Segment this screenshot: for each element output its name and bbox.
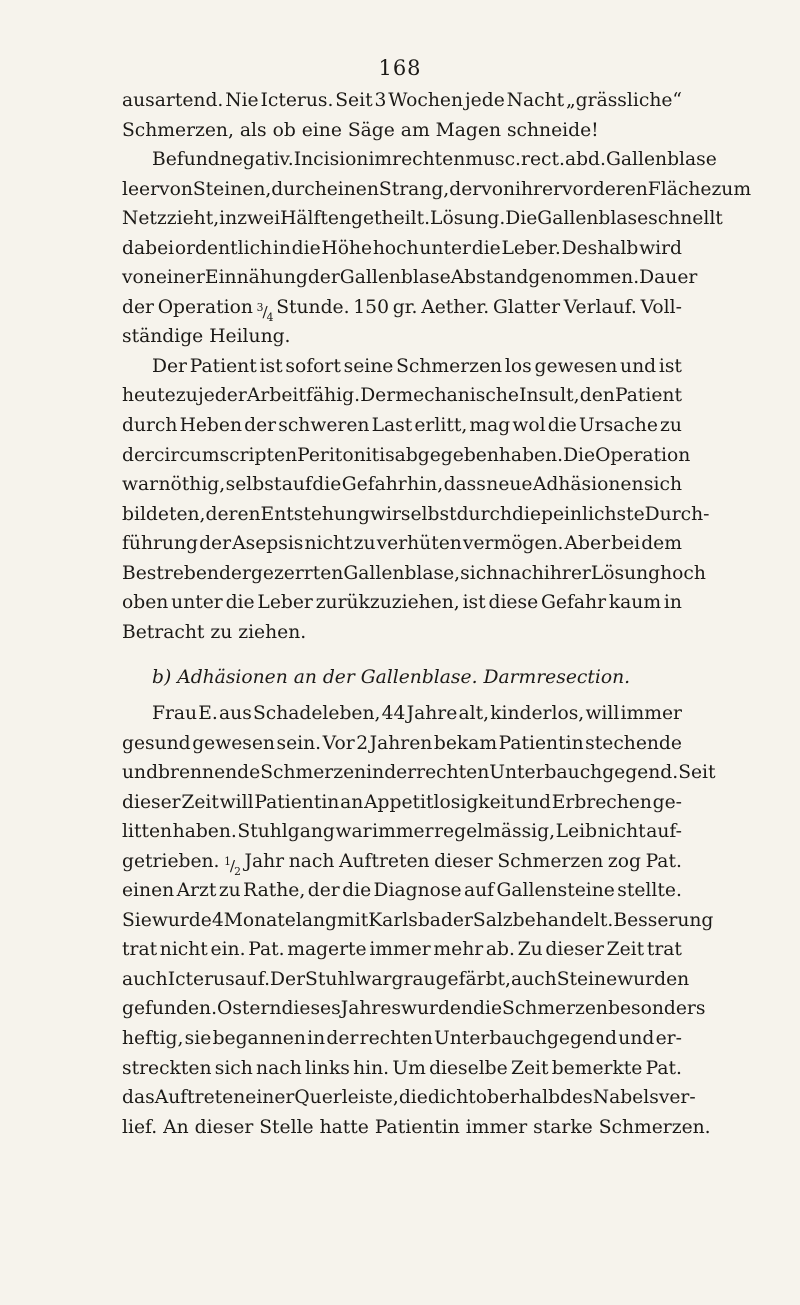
text-line: von einer Einnähung der Gallenblase Abstand genommen. Dauer <box>122 267 698 289</box>
text-line: trat nicht ein. Pat. magerte immer mehr ab. Zu dieser Zeit trat <box>122 939 682 961</box>
text-line: getrieben. $^1/_2$ Jahr nach Auftreten dieser Schmerzen zog Pat. <box>122 847 682 877</box>
paragraph-2 <box>122 145 752 352</box>
text-line: lief. An dieser Stelle hatte Patientin immer starke Schmerzen. <box>122 1116 711 1138</box>
text-line: einen Arzt zu Rathe, der die Diagnose auf Gallensteine stellte. <box>122 880 682 902</box>
text-line: Frau E. aus Schadeleben, 44 Jahre alt, kinderlos, will immer <box>152 703 682 724</box>
text-line: führung der Asepsis nicht zu verhüten vermögen. Aber bei dem <box>122 533 682 555</box>
text-line: leer von Steinen, durch einen Strang, der von ihrer vorderen Fläche zum <box>122 178 752 200</box>
text-line: heftig, sie begannen in der rechten Unterbauchgegend und er- <box>122 1028 682 1050</box>
text-line: ausartend. Nie Icterus. Seit 3 Wochen jede Nacht „grässliche“ <box>122 90 682 111</box>
text-line: Der Patient ist sofort seine Schmerzen los gewesen und ist <box>152 355 682 377</box>
text-line: dabei ordentlich in die Höhe hoch unter die Leber. Deshalb wird <box>122 237 682 259</box>
text-line: und brennende Schmerzen in der rechten Unterbauchgegend. Seit <box>122 762 716 784</box>
text-line: durch Heben der schweren Last erlitt, mag wol die Ursache zu <box>122 415 682 437</box>
fraction: $^1/_2$ <box>224 854 240 878</box>
text-line: Befund negativ. Incision im rechten musc. rect. abd. Gallenblase <box>152 149 717 171</box>
text-line: Netz zieht, in zwei Hälften getheilt. Lösung. Die Gallenblase schnellt <box>122 208 723 230</box>
text-line: ständige Heilung. <box>122 326 291 348</box>
text-line: bildeten, deren Entstehung wir selbst durch die peinlichste Durch- <box>122 503 710 525</box>
paragraph-4 <box>122 699 716 1142</box>
text-line: das Auftreten einer Querleiste, die dicht oberhalb des Nabels ver- <box>122 1087 696 1109</box>
text-line: litten haben. Stuhlgang war immer regelmässig, Leib nicht auf- <box>122 821 682 843</box>
text-line: gesund gewesen sein. Vor 2 Jahren bekam Patientin stechende <box>122 732 682 754</box>
page-number: 168 <box>378 56 422 80</box>
fraction: $^3/_4$ <box>256 300 273 324</box>
text-block-lower <box>122 699 716 1142</box>
text-block-upper <box>122 86 752 647</box>
text-line: der Operation $^3/_4$ Stunde. 150 gr. Aether. Glatter Verlauf. Voll- <box>122 293 682 323</box>
text-line: Bestreben der gezerrten Gallenblase, sich nach ihrer Lösung hoch <box>122 562 706 584</box>
text-line: heute zu jeder Arbeit fähig. Der mechanische Insult, den Patient <box>122 385 682 407</box>
paragraph-3 <box>122 352 710 647</box>
text-line: auch Icterus auf. Der Stuhl war grau gefärbt, auch Steine wurden <box>122 968 690 990</box>
paragraph-1 <box>122 86 682 145</box>
text-line: der circumscripten Peritonitis abgegeben haben. Die Operation <box>122 444 691 466</box>
text-line: Betracht zu ziehen. <box>122 621 307 643</box>
section-subheading: b) Adhäsionen an der Gallenblase. Darmresection. <box>152 667 631 688</box>
text-line: Schmerzen, als ob eine Säge am Magen schneide! <box>122 119 599 141</box>
text-line: Sie wurde 4 Monate lang mit Karlsbader Salz behandelt. Besserung <box>122 909 714 931</box>
text-line: gefunden. Ostern dieses Jahres wurden die Schmerzen besonders <box>122 998 706 1020</box>
text-line: dieser Zeit will Patientin an Appetitlosigkeit und Erbrechen ge- <box>122 791 682 813</box>
text-line: oben unter die Leber zurükzuziehen, ist diese Gefahr kaum in <box>122 592 682 614</box>
text-line: war nöthig, selbst auf die Gefahr hin, dass neue Adhäsionen sich <box>122 474 682 496</box>
text-line: streckten sich nach links hin. Um dieselbe Zeit bemerkte Pat. <box>122 1057 682 1079</box>
